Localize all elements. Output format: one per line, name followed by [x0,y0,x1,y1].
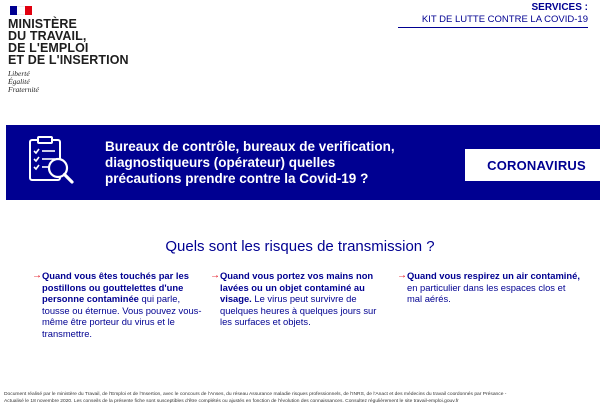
flag-white-stripe [17,6,24,15]
risk-text [42,270,204,339]
french-flag [10,6,32,15]
arrow-right-icon: → [397,270,407,281]
risk-text-bold: Quand vous respirez un air contaminé, [407,270,580,281]
risk-item [210,270,380,328]
republic-motto [8,70,148,94]
flag-blue-stripe [10,6,17,15]
banner-title-line: précautions prendre contre la Covid-19 ? [105,171,369,186]
services-label: SERVICES : [531,2,588,13]
ministry-name [8,18,148,66]
footer-note [4,392,596,405]
header-divider [398,27,588,28]
motto-line: Liberté [8,69,30,78]
clipboard-magnifier-icon [22,134,78,190]
arrow-right-icon: → [210,270,220,281]
arrow-right-icon: → [32,270,42,281]
risk-text-rest: Le virus peut survivre de quelques heures à quelques jours sur les surfaces et objets. [220,293,377,327]
risk-text [220,270,380,328]
flag-red-stripe [25,6,32,15]
services-header [422,2,588,25]
ministry-line: DU TRAVAIL, [8,29,87,43]
section-title: Quels sont les risques de transmission ? [165,238,435,255]
banner-title-line: diagnostiqueurs (opérateur) quelles [105,155,336,170]
ministry-line: MINISTÈRE [8,17,77,31]
risk-text-rest: en particulier dans les espaces clos et mal aérés. [407,281,566,304]
kit-label: KIT DE LUTTE CONTRE LA COVID-19 [421,14,588,25]
banner-title-line: Bureaux de contrôle, bureaux de verification, [105,139,395,154]
motto-line: Fraternité [8,85,39,94]
coronavirus-badge-label: CORONAVIRUS [487,157,586,173]
coronavirus-badge [465,149,600,181]
footer-line: Actualisé le 18 novembre 2020. Les conseils de la présente fiche sont susceptibles d'être complétés ou ajustés en fonction de l'évolution des connaissances. Consultez régulièrement le site travail-emploi.gouv.fr [4,398,459,404]
ministry-line: ET DE L'INSERTION [8,53,129,67]
ministry-logo [8,18,148,94]
footer-line: Document réalisé par le ministère du Travail, de l'Emploi et de l'Insertion, avec le concours de l'Anses, du réseau Assurance maladie risques professionnels, de l'INRS, de l'Anact et des médecins du travail coordonnés par Présance - [4,392,507,397]
risk-item [32,270,204,339]
risk-text [407,270,583,305]
banner-title [105,139,455,187]
ministry-line: DE L'EMPLOI [8,41,89,55]
risk-item [397,270,583,305]
risk-text-bold: Quand vous êtes touchés par les postillons ou gouttelettes d'une personne contaminée [42,270,189,304]
title-banner [6,125,600,200]
risk-text-bold: Quand vous portez vos mains non lavées ou un objet contaminé au visage. [220,270,374,304]
motto-line: Égalité [8,77,30,86]
risk-text-rest: qui parle, tousse ou éternue. Vous pouvez vous-même être porteur du virus et le transmettre. [42,293,202,339]
